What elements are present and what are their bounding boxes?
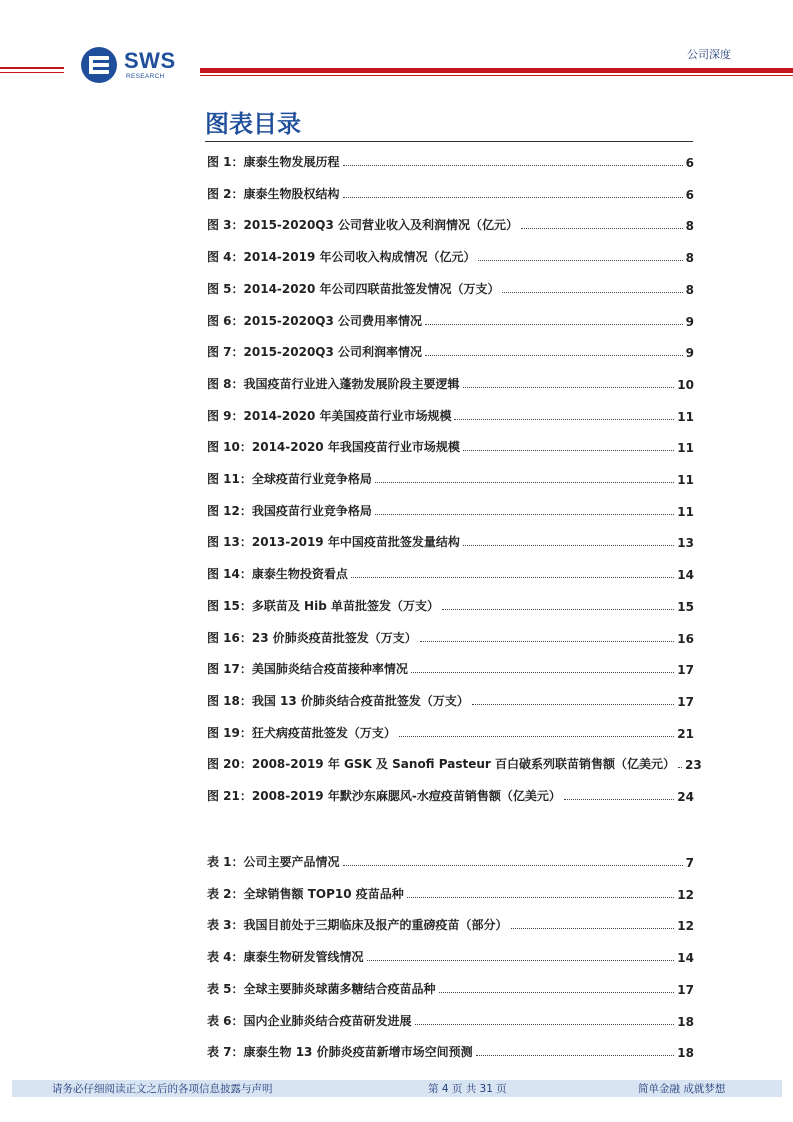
entry-label: 图 4：2014-2019 年公司收入构成情况（亿元） [207, 250, 476, 265]
entry-page-number: 7 [685, 856, 694, 870]
entry-label: 图 12：我国疫苗行业竞争格局 [207, 503, 372, 518]
entry-label: 表 3：我国目前处于三期临床及报产的重磅疫苗（部分） [207, 918, 508, 933]
header-rule [0, 67, 64, 69]
entry-label: 表 2：全球销售额 TOP10 疫苗品种 [207, 886, 404, 901]
entry-page-number: 13 [677, 536, 694, 551]
figure-entry[interactable] [207, 689, 694, 709]
entry-label: 图 15：多联苗及 Hib 单苗批签发（万支） [207, 598, 439, 613]
entry-page-number: 17 [677, 982, 694, 997]
entry-label: 图 1：康泰生物发展历程 [207, 155, 340, 169]
figure-entry[interactable] [207, 467, 694, 487]
table-entry[interactable] [207, 1009, 694, 1029]
dot-leader [678, 767, 682, 768]
entry-label: 图 6：2015-2020Q3 公司费用率情况 [207, 313, 423, 328]
entry-label: 图 17：美国肺炎结合疫苗接种率情况 [207, 662, 408, 677]
figure-entry[interactable] [207, 372, 694, 392]
title-divider [205, 141, 693, 142]
entry-page-number: 6 [685, 187, 694, 202]
entry-label: 图 9：2014-2020 年美国疫苗行业市场规模 [207, 408, 452, 423]
entry-page-number: 11 [677, 441, 694, 456]
figure-entry[interactable] [207, 150, 694, 170]
figure-entry[interactable] [207, 530, 694, 550]
entry-label: 表 5：全球主要肺炎球菌多糖结合疫苗品种 [207, 981, 436, 996]
figure-entry[interactable] [207, 626, 694, 646]
table-entry[interactable] [207, 1040, 694, 1060]
entry-page-number: 14 [677, 568, 694, 583]
dot-leader [472, 704, 674, 705]
entry-page-number: 18 [677, 1014, 694, 1029]
figure-entry[interactable] [207, 784, 694, 804]
dot-leader [399, 736, 674, 737]
table-entry[interactable] [207, 945, 694, 965]
figure-entry[interactable] [207, 594, 694, 614]
entry-label: 图 21：2008-2019 年默沙东麻腮风-水痘疫苗销售额（亿美元） [207, 789, 561, 803]
logo-subtext: RESEARCH [126, 73, 165, 80]
entry-page-number: 8 [685, 251, 694, 266]
dot-leader [463, 545, 674, 546]
entry-label: 图 16：23 价肺炎疫苗批签发（万支） [207, 630, 417, 645]
dot-leader [442, 609, 674, 610]
footer-page-number: 第 4 页 共 31 页 [428, 1083, 507, 1095]
dot-leader [425, 324, 683, 325]
header-rule [200, 68, 793, 73]
dot-leader [463, 387, 675, 388]
dot-leader [521, 228, 683, 229]
entry-label: 表 1：公司主要产品情况 [207, 855, 340, 869]
entry-label: 图 5：2014-2020 年公司四联苗批签发情况（万支） [207, 281, 500, 296]
figure-entry[interactable] [207, 277, 694, 297]
entry-page-number: 10 [677, 377, 694, 392]
dot-leader [351, 577, 674, 578]
dot-leader [343, 865, 683, 866]
entry-page-number: 9 [685, 346, 694, 361]
header-rule [200, 75, 793, 76]
dot-leader [415, 1024, 675, 1025]
dot-leader [478, 260, 682, 261]
entry-page-number: 15 [677, 599, 694, 614]
figure-entry[interactable] [207, 499, 694, 519]
entry-page-number: 8 [685, 282, 694, 297]
entry-label: 图 8：我国疫苗行业进入蓬勃发展阶段主要逻辑 [207, 376, 460, 391]
entry-page-number: 8 [685, 219, 694, 234]
dot-leader [425, 355, 683, 356]
logo-text: SWS [124, 48, 176, 73]
entry-page-number: 21 [677, 726, 694, 741]
figure-entry[interactable] [207, 562, 694, 582]
dot-leader [564, 799, 674, 800]
figure-entry[interactable] [207, 721, 694, 741]
table-entry[interactable] [207, 882, 694, 902]
entry-page-number: 9 [685, 314, 694, 329]
entry-label: 图 11：全球疫苗行业竞争格局 [207, 472, 372, 486]
entry-page-number: 12 [677, 887, 694, 902]
dot-leader [454, 419, 674, 420]
figure-entry[interactable] [207, 213, 694, 233]
entry-label: 表 7：康泰生物 13 价肺炎疫苗新增市场空间预测 [207, 1045, 473, 1060]
entry-page-number: 17 [677, 694, 694, 709]
footer-slogan: 简单金融 成就梦想 [638, 1083, 726, 1095]
entry-label: 图 2：康泰生物股权结构 [207, 186, 340, 201]
dot-leader [375, 514, 674, 515]
dot-leader [463, 450, 674, 451]
entry-label: 图 10：2014-2020 年我国疫苗行业市场规模 [207, 440, 460, 455]
entry-label: 表 4：康泰生物研发管线情况 [207, 950, 364, 965]
entry-page-number: 12 [677, 919, 694, 934]
entry-label: 表 6：国内企业肺炎结合疫苗研发进展 [207, 1013, 412, 1028]
entry-page-number: 23 [684, 758, 702, 773]
figure-entry[interactable] [207, 657, 694, 677]
page-title: 图表目录 [205, 110, 301, 138]
entry-page-number: 11 [677, 504, 694, 519]
report-type-tag: 公司深度 [687, 48, 731, 61]
entry-label: 图 13：2013-2019 年中国疫苗批签发量结构 [207, 535, 460, 550]
table-entry[interactable] [207, 850, 694, 870]
footer-disclaimer: 请务必仔细阅读正文之后的各项信息披露与声明 [52, 1083, 273, 1095]
dot-leader [367, 960, 675, 961]
dot-leader [343, 165, 683, 166]
dot-leader [343, 197, 683, 198]
entry-page-number: 24 [677, 790, 694, 804]
entry-page-number: 6 [685, 156, 694, 170]
entry-label: 图 3：2015-2020Q3 公司营业收入及利润情况（亿元） [207, 218, 519, 233]
table-entry[interactable] [207, 977, 694, 997]
entry-page-number: 14 [677, 951, 694, 966]
entry-page-number: 18 [677, 1046, 694, 1061]
figure-entry[interactable] [207, 340, 694, 360]
entry-page-number: 11 [677, 409, 694, 424]
header-rule [0, 72, 64, 73]
entry-label: 图 19：狂犬病疫苗批签发（万支） [207, 725, 396, 740]
entry-label: 图 18：我国 13 价肺炎结合疫苗批签发（万支） [207, 693, 469, 708]
entry-label: 图 20：2008-2019 年 GSK 及 Sanofi Pasteur 百白破系列联苗销售额（亿美元） [207, 757, 675, 772]
sws-logo [80, 44, 190, 84]
dot-leader [407, 897, 675, 898]
entry-page-number: 16 [677, 631, 694, 646]
figure-entry[interactable] [207, 309, 694, 329]
sws-logo-icon [80, 46, 118, 84]
entry-label: 图 14：康泰生物投资看点 [207, 567, 348, 582]
figure-entry[interactable] [207, 182, 694, 202]
figure-entry[interactable] [207, 752, 702, 773]
dot-leader [420, 641, 675, 642]
entry-page-number: 11 [677, 473, 694, 487]
figure-entry[interactable] [207, 245, 694, 265]
figure-entry[interactable] [207, 435, 694, 455]
dot-leader [511, 928, 675, 929]
dot-leader [439, 992, 675, 993]
figure-entry[interactable] [207, 404, 694, 424]
table-entry[interactable] [207, 913, 694, 933]
dot-leader [375, 482, 674, 483]
dot-leader [476, 1055, 675, 1056]
entry-label: 图 7：2015-2020Q3 公司利润率情况 [207, 345, 423, 360]
entry-page-number: 17 [677, 663, 694, 678]
dot-leader [502, 292, 682, 293]
dot-leader [411, 672, 674, 673]
